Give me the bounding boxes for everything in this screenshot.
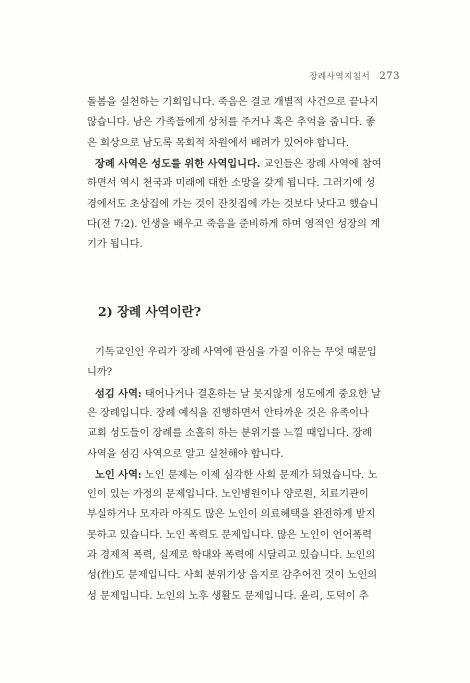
- body-line: 기가 됩니다.: [87, 239, 143, 251]
- body-line: 돌봄을 실천하는 기회입니다. 죽음은 결코 개별적 사건으로 끝나지: [87, 97, 379, 108]
- body-line: 교회 성도들이 장례를 소홀히 하는 분위기를 느낄 때입니다. 장례: [87, 428, 373, 440]
- body-line: 못하고 있습니다. 노인 폭력도 문제입니다. 많은 노인이 언어폭력: [87, 529, 373, 541]
- page-number: 273: [379, 71, 400, 82]
- body-line: 니까?: [87, 367, 113, 379]
- line-text: 태어나거나 결혼하는 날 못지않게 성도에게 중요한 날: [141, 388, 381, 400]
- body-line: 경에서도 초상집에 가는 것이 잔칫집에 가는 것보다 낫다고 했습니: [87, 198, 379, 210]
- body-line: 다(전 7:2). 인생을 배우고 죽음을 준비하게 하며 영적인 성장의 계: [87, 218, 380, 230]
- body-line: 성(性)도 문제입니다. 사회 분위기상 음지로 감추어진 것이 노인의: [87, 570, 378, 582]
- body-line: 부실하거나 모자라 아직도 많은 노인이 의료혜택을 완전하게 받지: [87, 509, 376, 521]
- body-line: [87, 154, 383, 174]
- body-line: 은 회상으로 남도록 목회적 차원에서 배려가 있어야 합니다.: [87, 137, 350, 149]
- topic-label: 노인 사역:: [95, 468, 142, 481]
- body-line: 사역을 섬김 사역으로 알고 실천해야 합니다.: [87, 448, 284, 460]
- body-line: [87, 384, 383, 404]
- body-line: [87, 465, 383, 485]
- topic-label: 섬김 사역:: [95, 387, 142, 400]
- heading-number: 2): [98, 304, 117, 319]
- body-line: 하면서 역시 천국과 미래에 대한 소망을 갖게 됩니다. 그러기에 성: [87, 178, 376, 190]
- running-header: [309, 70, 400, 82]
- section-2-heading: [98, 302, 201, 320]
- heading-title: 장례 사역이란: [116, 304, 194, 319]
- heading-question-mark: ?: [193, 304, 202, 319]
- line-text: 교인들은 장례 사역에 참여: [260, 158, 382, 170]
- body-line: 인이 있는 가정의 문제입니다. 노인병원이나 양로원, 치료기관이: [87, 489, 369, 501]
- body-line: 성 문제입니다. 노인의 노후 생활도 문제입니다. 윤리, 도덕이 추: [87, 590, 369, 602]
- body-line: 은 장례입니다. 장례 예식을 진행하면서 안타까운 것은 유족이나: [87, 407, 369, 419]
- body-line: 기독교인인 우리가 장례 사역에 관심을 가질 이유는 무엇 때문입: [95, 347, 377, 358]
- body-line: 않습니다. 남은 가족들에게 상처를 주거나 혹은 추억을 줍니다. 좋: [87, 117, 376, 129]
- topic-label: 장례 사역은 성도를 위한 사역입니다.: [95, 157, 261, 170]
- running-title: 장례사역지침서: [309, 72, 371, 82]
- line-text: 노인 문제는 이제 심각한 사회 문제가 되었습니다. 노: [141, 469, 378, 481]
- body-line: 과 경제적 폭력, 실제로 학대와 폭력에 시달리고 있습니다. 노인의: [87, 550, 376, 561]
